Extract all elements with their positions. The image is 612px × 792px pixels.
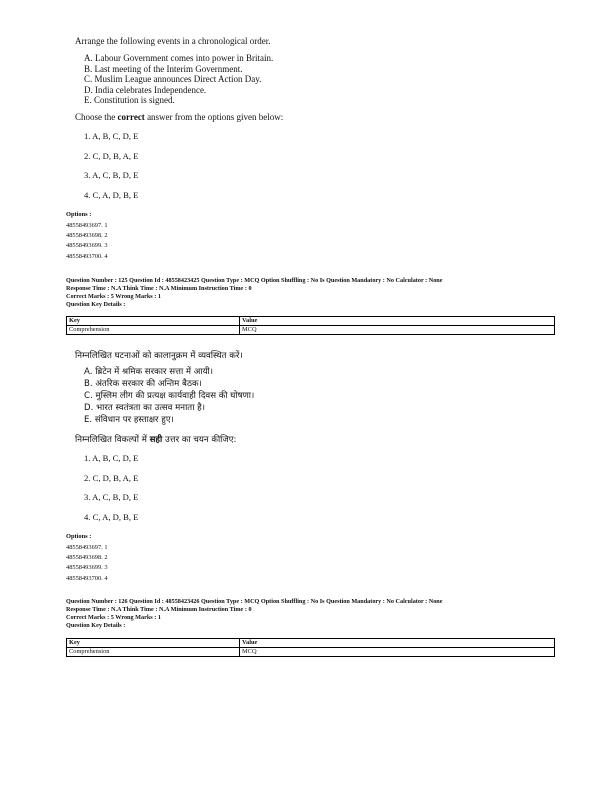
answer-choice: 3. A, C, B, D, E bbox=[84, 170, 139, 180]
table-header-value: Value bbox=[240, 639, 555, 648]
q126-key-table bbox=[66, 638, 555, 657]
q124-option-ids bbox=[66, 221, 108, 262]
list-item: E. Constitution is signed. bbox=[84, 95, 175, 105]
table-cell-value: MCQ bbox=[240, 648, 555, 657]
table-row bbox=[67, 317, 555, 326]
list-item: A. Labour Government comes into power in Britain. bbox=[84, 53, 274, 63]
list-item: C. मुस्लिम लीग की प्रत्यक्ष कार्यवाही दिवस की घोषणा। bbox=[84, 391, 255, 401]
q124-instruction: Arrange the following events in a chronological order. bbox=[75, 36, 271, 46]
q124-choose-line: Choose the correct answer from the options given below: bbox=[75, 112, 284, 122]
table-cell-value: MCQ bbox=[240, 326, 555, 335]
option-id: 48558493700. 4 bbox=[66, 574, 108, 582]
answer-choice: 4. C, A, D, B, E bbox=[84, 189, 139, 200]
q126-meta: Question Number : 126 Question Id : 48558423426 Question Type : MCQ Option Shuffling : No Is Question Mandatory : No Calculator : None Response Time : N.A Think Time : N.A Minimum Instruction Time : 0 Correct Marks : 5 Wrong Marks : 1 Question Key Details : bbox=[66, 598, 443, 629]
table-header-key: Key bbox=[67, 639, 240, 648]
list-item: E. संविधान पर हस्ताक्षर हुए। bbox=[84, 415, 174, 425]
table-cell-key: Comprehension bbox=[67, 326, 240, 335]
list-item: B. Last meeting of the Interim Government. bbox=[84, 63, 243, 74]
q124-answers-list bbox=[84, 127, 138, 205]
option-id: 48558493698. 2 bbox=[66, 232, 108, 240]
option-id: 48558493699. 3 bbox=[66, 242, 108, 250]
table-cell-key: Comprehension bbox=[67, 648, 240, 657]
q124-options-label: Options : bbox=[66, 211, 92, 218]
table-row bbox=[67, 639, 555, 648]
option-id: 48558493697. 1 bbox=[66, 544, 108, 551]
list-item: D. India celebrates Independence. bbox=[84, 84, 207, 95]
answer-choice: 1. A, B, C, D, E bbox=[84, 131, 139, 141]
option-id: 48558493698. 2 bbox=[66, 554, 108, 562]
answer-choice: 4. C, A, D, B, E bbox=[84, 511, 139, 522]
answer-choice: 3. A, C, B, D, E bbox=[84, 492, 139, 502]
answer-choice: 2. C, D, B, A, E bbox=[84, 150, 139, 161]
q125-choose-line-hindi: निम्नलिखित विकल्पों में सही उत्तर का चयन कीजिए: bbox=[75, 435, 237, 445]
table-row bbox=[67, 326, 555, 335]
list-item: A. ब्रिटेन में श्रमिक सरकार सत्ता में आयी। bbox=[84, 367, 214, 377]
option-id: 48558493697. 1 bbox=[66, 222, 108, 229]
list-item: C. Muslim League announces Direct Action Day. bbox=[84, 74, 262, 84]
option-id: 48558493700. 4 bbox=[66, 252, 108, 260]
q125-options-label: Options : bbox=[66, 533, 92, 540]
list-item: D. भारत स्वतंत्रता का उत्सव मनाता है। bbox=[84, 403, 205, 413]
q125-events-list-hindi bbox=[84, 366, 254, 426]
q124-events-list bbox=[84, 53, 273, 106]
table-header-key: Key bbox=[67, 317, 240, 326]
q125-answers-list bbox=[84, 449, 138, 527]
table-row bbox=[67, 648, 555, 657]
q125-key-table bbox=[66, 316, 555, 335]
q125-meta: Question Number : 125 Question Id : 48558423425 Question Type : MCQ Option Shuffling : No Is Question Mandatory : No Calculator : None Response Time : N.A Think Time : N.A Minimum Instruction Time : 0 Correct Marks : 5 Wrong Marks : 1 Question Key Details : bbox=[66, 277, 443, 308]
list-item: B. अंतरिक सरकार की अन्तिम बैठक। bbox=[84, 379, 202, 389]
q125-option-ids bbox=[66, 543, 108, 584]
q125-instruction-hindi: निम्नलिखित घटनाओं को कालानुक्रम में व्यवस्थित करें। bbox=[75, 351, 243, 361]
answer-choice: 1. A, B, C, D, E bbox=[84, 453, 139, 463]
option-id: 48558493699. 3 bbox=[66, 564, 108, 572]
table-header-value: Value bbox=[240, 317, 555, 326]
answer-choice: 2. C, D, B, A, E bbox=[84, 472, 139, 483]
